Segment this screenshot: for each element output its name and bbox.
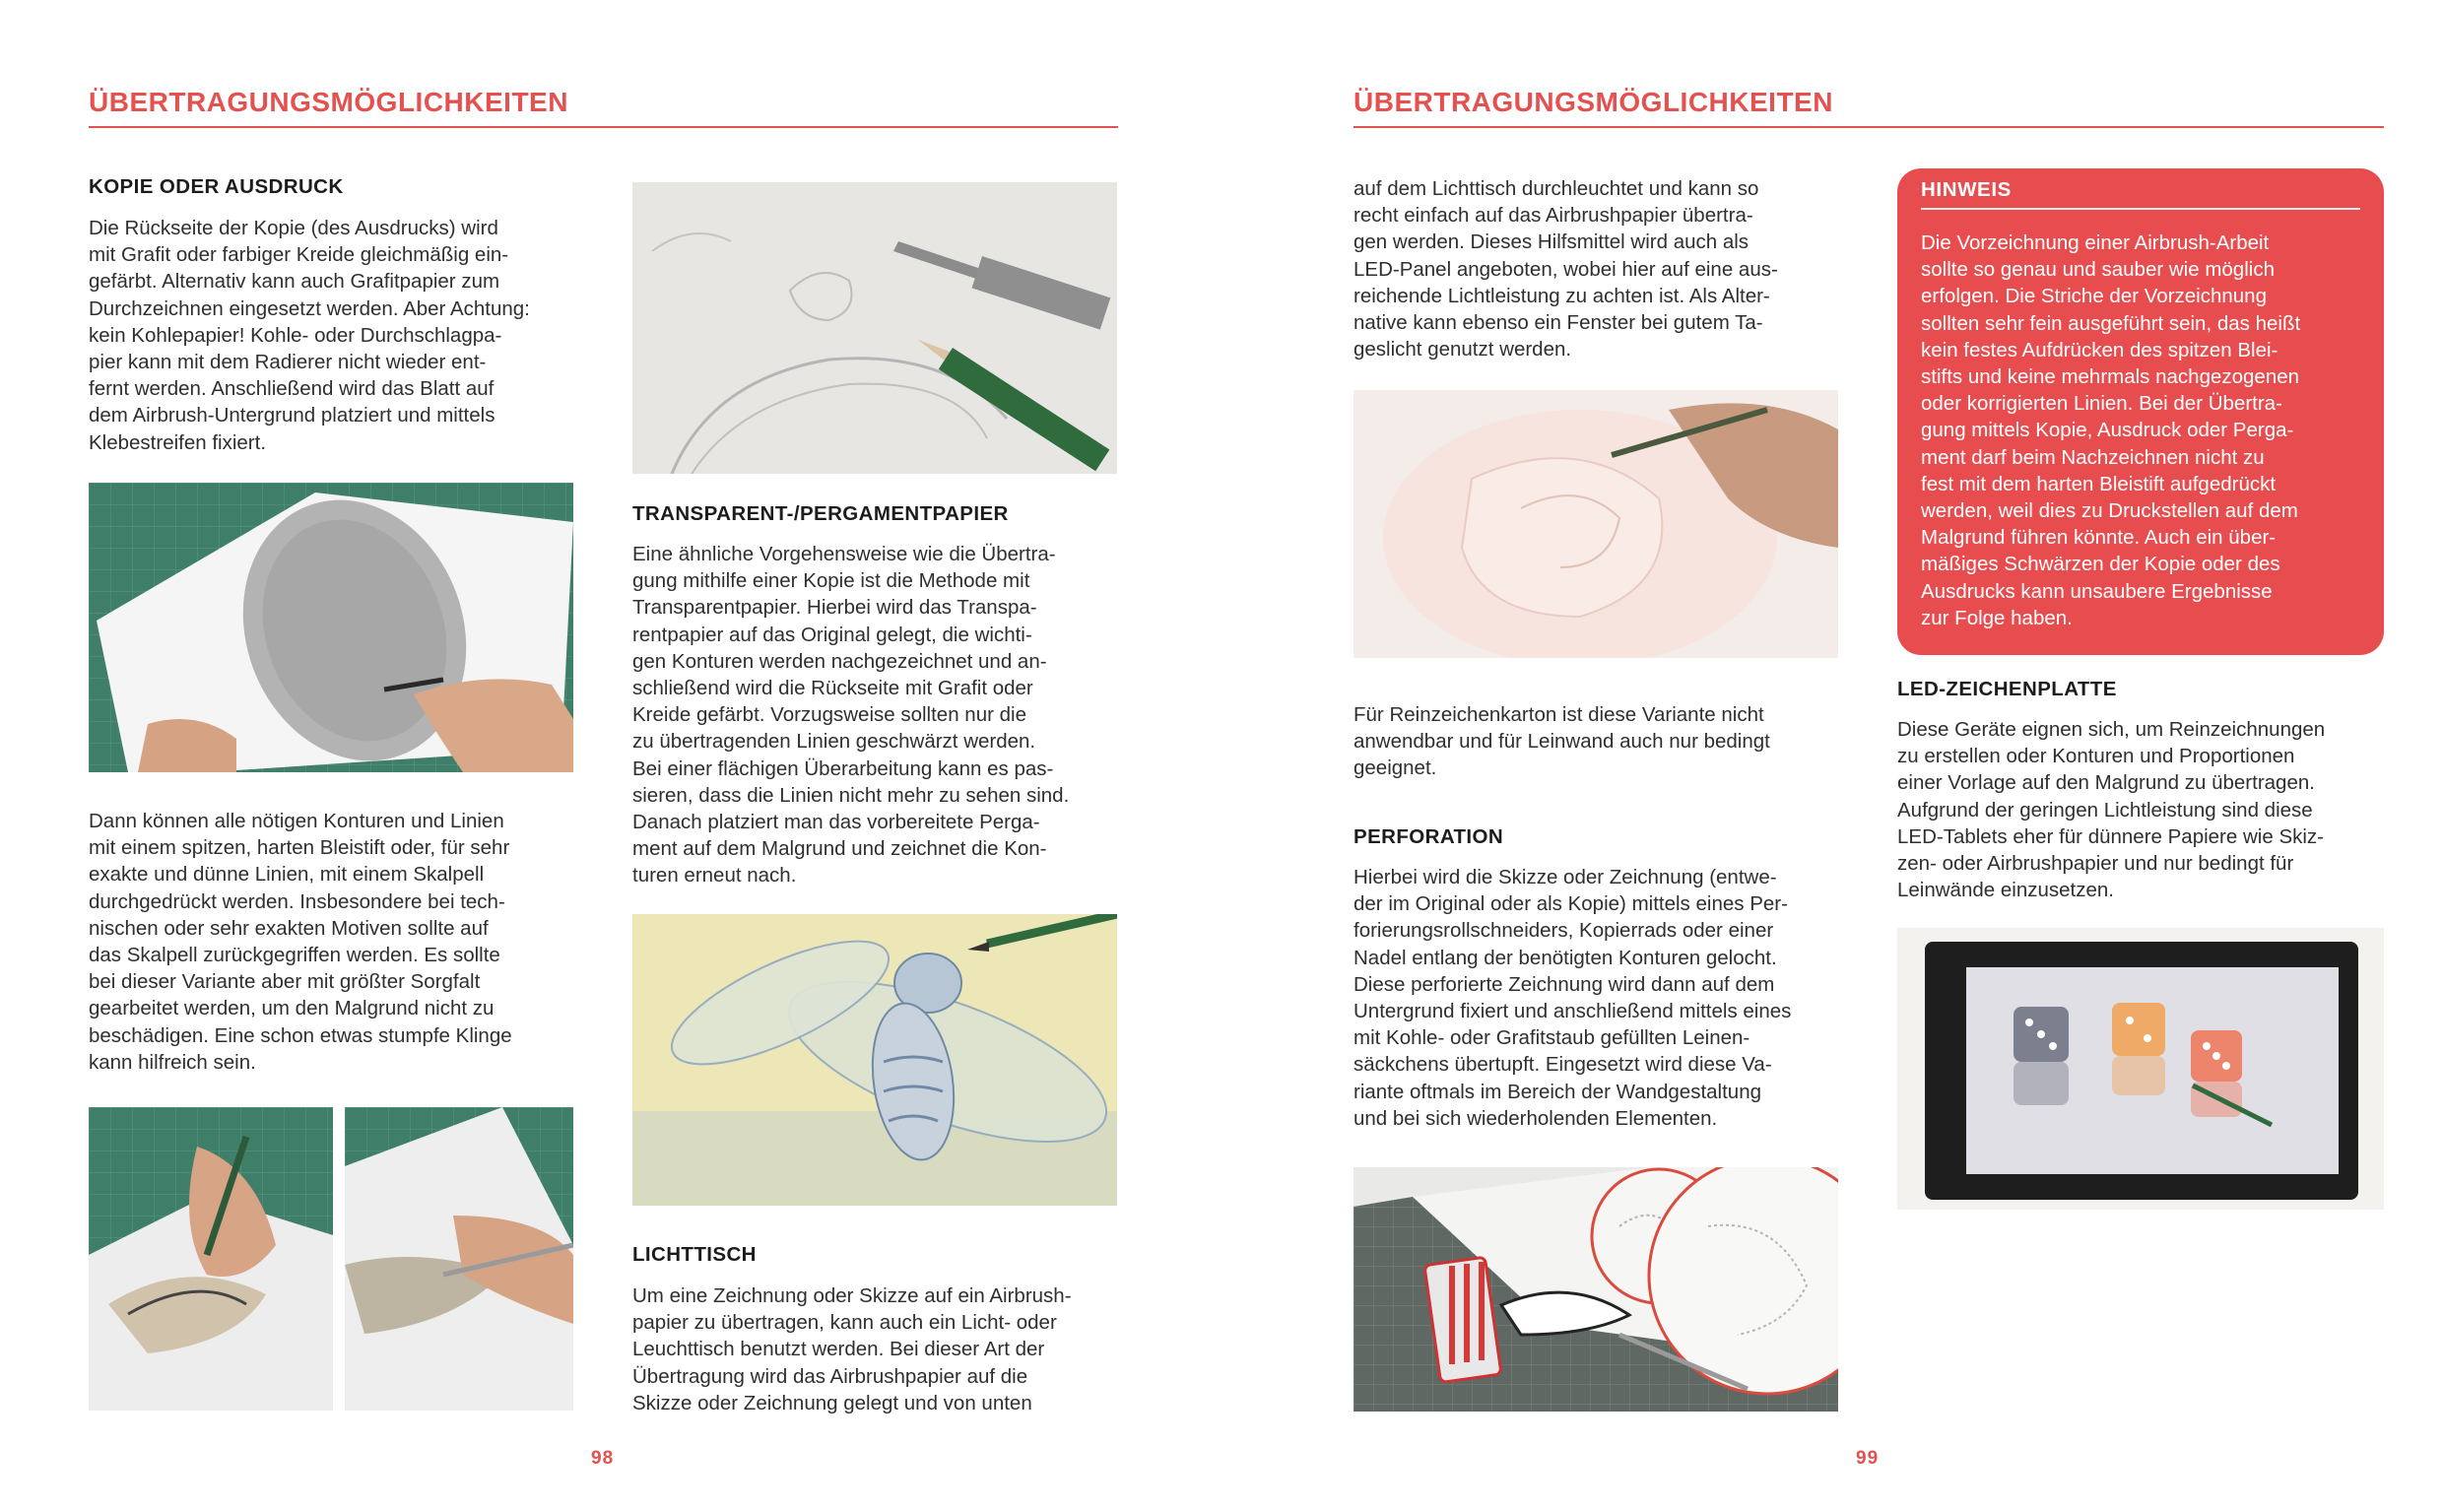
- left-page-header: ÜBERTRAGUNGSMÖGLICHKEITEN: [89, 87, 568, 117]
- photo-pencil-scalpel-sketch: [632, 182, 1117, 474]
- photo-fly-tracing: [632, 914, 1117, 1206]
- photo-graphite-paper: [89, 483, 573, 772]
- contour-paragraph: Dann können alle nötigen Konturen und Linien mit einem spitzen, harten Bleistift oder, für sehr exakte und dünne Linien, mit einem Skalpell durchgedrückt werden. Insbesondere bei tech- nischen oder sehr exakten Motiven sollte auf das Skalpell zurückgegriffen werden. Es sollte bei dieser Variante aber mit größter Sorgfalt gearbeitet werden, um den Malgrund nicht zu beschädigen. Eine schon etwas stumpfe Klinge kann hilfreich sein.: [89, 810, 512, 1074]
- perforation-heading: PERFORATION: [1354, 825, 1504, 848]
- photo-led-tablet: [1897, 928, 2384, 1210]
- photo-lighttable-rose: [1354, 390, 1838, 658]
- copy-heading: KOPIE ODER AUSDRUCK: [89, 175, 344, 198]
- note-title: HINWEIS: [1921, 178, 2012, 201]
- reinzeichen-paragraph: Für Reinzeichenkarton ist diese Variante nicht anwendbar und für Leinwand auch nur bedingt geeignet.: [1354, 703, 1770, 780]
- note-title-rule: [1921, 208, 2360, 210]
- note-text: Die Vorzeichnung einer Airbrush-Arbeit sollte so genau und sauber wie möglich erfolgen. Die Striche der Vorzeichnung sollten sehr fein ausgeführt sein, das heißt kein festes Aufdrücken des spitzen Blei- stifts und keine mehrmals nachgezogenen oder korrigierten Linien. Bei der Übertra- gung mittels Kopie, Ausdruck oder Perga- ment darf beim Nachzeichnen nicht zu fest mit dem harten Bleistift aufgedrückt werden, weil dies zu Druckstellen auf dem Malgrund führen könnte. Auch ein über- mäßiges Schwärzen der Kopie oder des Ausdrucks kann unsaubere Ergebnisse zur Folge haben.: [1921, 231, 2301, 629]
- copy-paragraph: Die Rückseite der Kopie (des Ausdrucks) wird mit Grafit oder farbiger Kreide gleichmäßig ein- gefärbt. Alternativ kann auch Grafitpapier zum Durchzeichnen eingesetzt werden. Aber Achtung: kein Kohlepapier! Kohle- oder Durchschlagpa- pier kann mit dem Radierer nicht wieder ent- fernt werden. Anschließend wird das Blatt auf dem Airbrush-Untergrund platziert und mittels Klebestreifen fixiert.: [89, 217, 530, 454]
- lighttable-continued-paragraph: auf dem Lichttisch durchleuchtet und kann so recht einfach auf das Airbrushpapier übertra- gen werden. Dieses Hilfsmittel wird auch als LED-Panel angeboten, wobei hier auf eine aus- reichende Lichtleistung zu achten ist. Als Alter- native kann ebenso ein Fenster bei gutem Ta- geslicht genutzt werden.: [1354, 177, 1778, 362]
- lighttable-paragraph: Um eine Zeichnung oder Skizze auf ein Airbrush- papier zu übertragen, kann auch ein Licht- oder Leuchttisch benutzt werden. Bei dieser Art der Übertragung wird das Airbrushpapier auf die Skizze oder Zeichnung gelegt und von unten: [632, 1284, 1072, 1414]
- lighttable-heading: LICHTTISCH: [632, 1243, 757, 1266]
- left-header-rule: [89, 126, 1118, 128]
- photo-tracing-pencil: [89, 1107, 333, 1411]
- transparent-paragraph: Eine ähnliche Vorgehensweise wie die Übertra- gung mithilfe einer Kopie ist die Methode mit Transparentpapier. Hierbei wird das Transpa- rentpapier auf das Original gelegt, die wichti- gen Konturen werden nachgezeichnet und an- schließend wird die Rückseite mit Grafit oder Kreide gefärbt. Vorzugsweise sollten nur die zu übertragenden Linien geschwärzt werden. Bei einer flächigen Überarbeitung kann es pas- sieren, dass die Linien nicht mehr zu sehen sind. Danach platziert man das vorbereitete Perga- ment auf dem Malgrund und zeichnet die Kon- turen erneut nach.: [632, 543, 1070, 887]
- page-number-left: 98: [591, 1448, 615, 1469]
- right-page-header: ÜBERTRAGUNGSMÖGLICHKEITEN: [1354, 87, 1833, 117]
- photo-tracing-scalpel: [345, 1107, 573, 1411]
- photo-perforation-tools: [1354, 1167, 1838, 1412]
- led-heading: LED-ZEICHENPLATTE: [1897, 678, 2117, 700]
- right-header-rule: [1354, 126, 2384, 128]
- note-box: [1897, 168, 2384, 655]
- transparent-heading: TRANSPARENT-/PERGAMENTPAPIER: [632, 502, 1009, 525]
- page-number-right: 99: [1856, 1448, 1880, 1469]
- led-paragraph: Diese Geräte eignen sich, um Reinzeichnungen zu erstellen oder Konturen und Proportionen einer Vorlage auf den Malgrund zu übertragen. Aufgrund der geringen Lichtleistung sind diese LED-Tablets eher für dünnere Papiere wie Skiz- zen- oder Airbrushpapier und nur bedingt für Leinwände einzusetzen.: [1897, 718, 2326, 902]
- perforation-paragraph: Hierbei wird die Skizze oder Zeichnung (entwe- der im Original oder als Kopie) mittels eines Per- forierungsrollschneiders, Kopierrads oder einer Nadel entlang der benötigten Konturen gelocht. Diese perforierte Zeichnung wird dann auf dem Untergrund fixiert und anschließend mittels eines mit Kohle- oder Grafitstaub gefüllten Leinen- säckchens übertupft. Eingesetzt wird diese Va- riante oftmals im Bereich der Wandgestaltung und bei sich wiederholenden Elementen.: [1354, 866, 1792, 1130]
